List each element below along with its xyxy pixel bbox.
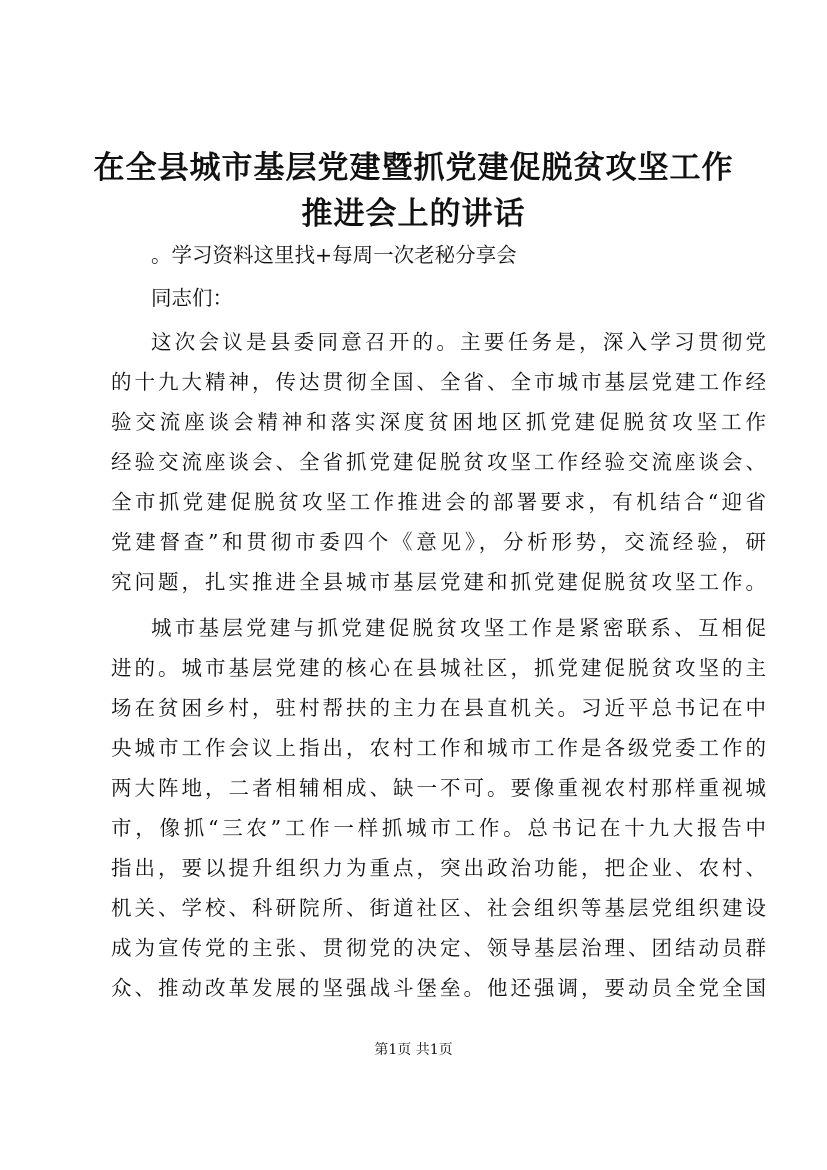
text-line: 成为宣传党的主张、贯彻党的决定、领导基层治理、团结动员群 [111,936,766,960]
text-line: 机关、学校、科研院所、街道社区、社会组织等基层党组织建设 [111,896,766,920]
text-line: 场在贫困乡村，驻村帮扶的主力在县直机关。习近平总书记在中 [111,696,766,720]
document-title-line1: 在全县城市基层党建暨抓党建促脱贫攻坚工作 [93,150,734,186]
text-line: 进的。城市基层党建的核心在县城社区，抓党建促脱贫攻坚的主 [111,656,766,680]
salutation: 同志们： [151,286,233,310]
text-line: 党建督查”和贯彻市委四个《意见》，分析形势，交流经验，研 [111,530,766,554]
text-line: 经验交流座谈会、全省抓党建促脱贫攻坚工作经验交流座谈会、 [111,450,766,474]
text-line: 这次会议是县委同意召开的。主要任务是，深入学习贯彻党 [151,330,766,354]
text-line: 究问题，扎实推进全县城市基层党建和抓党建促脱贫攻坚工作。 [111,570,766,594]
text-line: 的十九大精神，传达贯彻全国、全省、全市城市基层党建工作经 [111,370,766,394]
text-line: 众、推动改革发展的坚强战斗堡垒。他还强调，要动员全党全国 [111,976,766,1000]
text-line: 指出，要以提升组织力为重点，突出政治功能，把企业、农村、 [111,856,766,880]
text-line: 两大阵地，二者相辅相成、缺一不可。要像重视农村那样重视城 [111,776,766,800]
text-line: 央城市工作会议上指出，农村工作和城市工作是各级党委工作的 [111,736,766,760]
text-line: 城市基层党建与抓党建促脱贫攻坚工作是紧密联系、互相促 [151,616,766,640]
text-line: 全市抓党建促脱贫攻坚工作推进会的部署要求，有机结合“迎省 [111,490,766,514]
subtitle-line: 。学习资料这里找+每周一次老秘分享会 [151,243,517,267]
page-number-footer: 第1页 共1页 [374,1042,453,1058]
text-line: 验交流座谈会精神和落实深度贫困地区抓党建促脱贫攻坚工作 [111,410,766,434]
document-title-line2: 推进会上的讲话 [301,196,526,232]
text-line: 市，像抓“三农”工作一样抓城市工作。总书记在十九大报告中 [111,816,766,840]
